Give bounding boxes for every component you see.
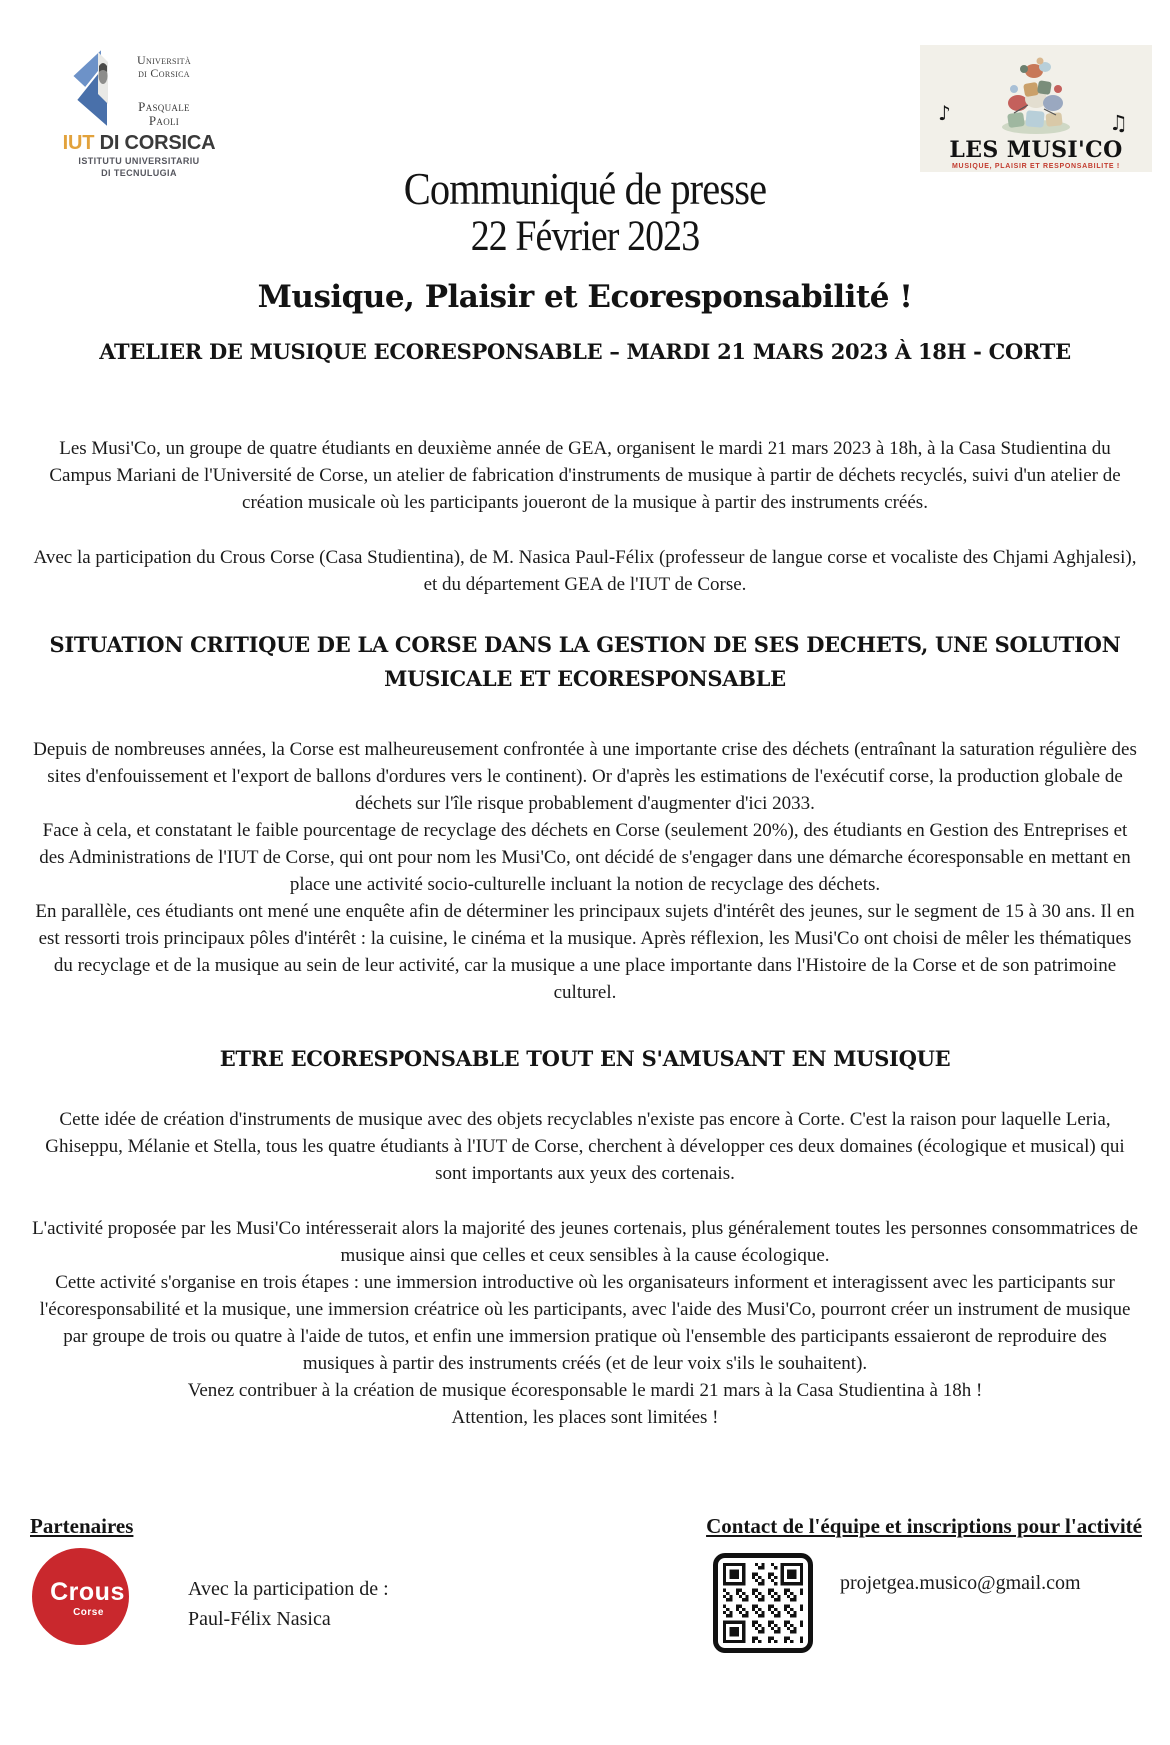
participation-note [188, 1574, 389, 1634]
title-date: 22 Février 2023 [470, 213, 700, 260]
contact-heading: Contact de l'équipe et inscriptions pour l'activité [706, 1514, 1142, 1538]
call-to-action: Venez contribuer à la création de musique écoresponsable le mardi 21 mars à la Casa Studientina à 18h ! [187, 1380, 983, 1401]
iut-name: DI CORSICA [94, 132, 216, 154]
university-founder-line2: Paoli [148, 113, 180, 128]
musico-logo-tagline: MUSIQUE, PLAISIR ET RESPONSABILITE ! [952, 163, 1120, 170]
university-name-line2: di Corsica [138, 66, 190, 80]
iut-subtitle-line1: ISTITUTU UNIVERSITARIU [78, 156, 200, 166]
crous-logo-region: Corse [73, 1607, 104, 1618]
section1-paragraph-3: En parallèle, ces étudiants ont mené une enquête afin de déterminer les principaux sujets d'intérêt des jeunes, sur le segment de 15 à 30 ans. Il en est ressorti trois principaux pôles d'intérêt : la cuisine, le cinéma et la musique. Après réflexion, les Musi'Co ont choisi de mêler les thématiques du recyclage et de la musique au sein de leur activité, car la musique a une place importante dans l'Histoire de la Corse et de son patrimoine culturel. [35, 901, 1135, 1003]
section1-paragraph-1: Depuis de nombreuses années, la Corse est malheureusement confrontée à une importante crise des déchets (entraînant la saturation régulière des sites d'enfouissement et l'export de ballons d'ordures vers le continent). Or d'après les estimations de l'exécutif corse, la production globale de déchets sur l'île risque probablement d'augmenter d'ici 2033. [33, 739, 1137, 814]
document-title [95, 165, 1075, 261]
university-name-line1: Università [137, 53, 191, 67]
qr-code [713, 1553, 813, 1653]
section1-body [28, 736, 1142, 1006]
section2-paragraph-3: Cette activité s'organise en trois étapes : une immersion introductive où les organisateurs informent et interagissent avec les participants sur l'écoresponsabilité et la musique, une immersion créatrice où les participants, avec l'aide des Musi'Co, pourront créer un instrument de musique par groupe de trois ou quatre à l'aide de tutos, et enfin une immersion pratique où l'ensemble des participants essaieront de reproduire des musiques à partir des instruments créés (et de leur voix s'ils le souhaitent). [39, 1272, 1131, 1374]
section2-heading: ETRE ECORESPONSABLE TOUT EN S'AMUSANT EN MUSIQUE [219, 1046, 951, 1071]
partners-heading: Partenaires [30, 1514, 134, 1538]
iut-subtitle-line2: DI TECNULUGIA [101, 168, 177, 178]
musico-logo-name: LES MUSI'CO [949, 137, 1123, 163]
music-note-icon: ♫ [1109, 111, 1128, 135]
places-limited-notice: Attention, les places sont limitées ! [451, 1407, 719, 1428]
intro-paragraph-1: Les Musi'Co, un groupe de quatre étudiants en deuxième année de GEA, organisent le mardi 21 mars 2023 à 18h, à la Casa Studientina du Campus Mariani de l'Université de Corse, un atelier de fabrication d'instruments de musique à partir de déchets recyclés, suivi d'un atelier de création musicale où les participants joueront de la musique à partir des instruments créés. [49, 438, 1121, 513]
university-founder-line1: Pasquale [138, 99, 190, 114]
crous-logo-name: Crous [50, 1578, 125, 1606]
title-line1: Communiqué de presse [403, 163, 767, 214]
intro-paragraph-2: Avec la participation du Crous Corse (Casa Studientina), de M. Nasica Paul-Félix (professeur de langue corse et vocaliste des Chjami Aghjalesi), et du département GEA de l'IUT de Corse. [33, 547, 1137, 595]
section2-paragraph-1: Cette idée de création d'instruments de musique avec des objets recyclables n'existe pas encore à Corte. C'est la raison pour laquelle Leria, Ghiseppu, Mélanie et Stella, tous les quatre étudiants à l'IUT de Corse, cherchent à développer ces deux domaines (écologique et musical) qui sont importants aux yeux des cortenais. [45, 1109, 1125, 1184]
participation-line1: Avec la participation de : [188, 1578, 389, 1600]
section1-heading: SITUATION CRITIQUE DE LA CORSE DANS LA GESTION DE SES DECHETS, UNE SOLUTION MUSICALE ET ECORESPONSABLE [49, 632, 1121, 691]
contact-email: projetgea.musico@gmail.com [840, 1572, 1081, 1594]
section1-paragraph-2: Face à cela, et constatant le faible pourcentage de recyclage des déchets en Corse (seulement 20%), des étudiants en Gestion des Entreprises et des Administrations de l'IUT de Corse, qui ont pour nom les Musi'Co, ont décidé de s'engager dans une démarche écoresponsable en mettant en place une activité socio-culturelle incluant la notion de recyclage des déchets. [39, 820, 1131, 895]
headline: Musique, Plaisir et Ecoresponsabilité ! [257, 279, 913, 315]
document-body [28, 0, 1142, 1431]
iut-acronym: IUT [62, 132, 95, 154]
crous-corse-logo [32, 1548, 129, 1645]
section2-closing [28, 1269, 1142, 1431]
event-subheadline: ATELIER DE MUSIQUE ECORESPONSABLE – MARDI 21 MARS 2023 À 18H - CORTE [99, 339, 1071, 364]
section2-paragraph-2: L'activité proposée par les Musi'Co intéresserait alors la majorité des jeunes cortenais, plus généralement toutes les personnes consommatrices de musique ainsi que celles et ceux sensibles à la cause écologique. [32, 1218, 1138, 1266]
music-note-icon: ♪ [938, 101, 951, 125]
participation-line2: Paul-Félix Nasica [188, 1608, 331, 1630]
